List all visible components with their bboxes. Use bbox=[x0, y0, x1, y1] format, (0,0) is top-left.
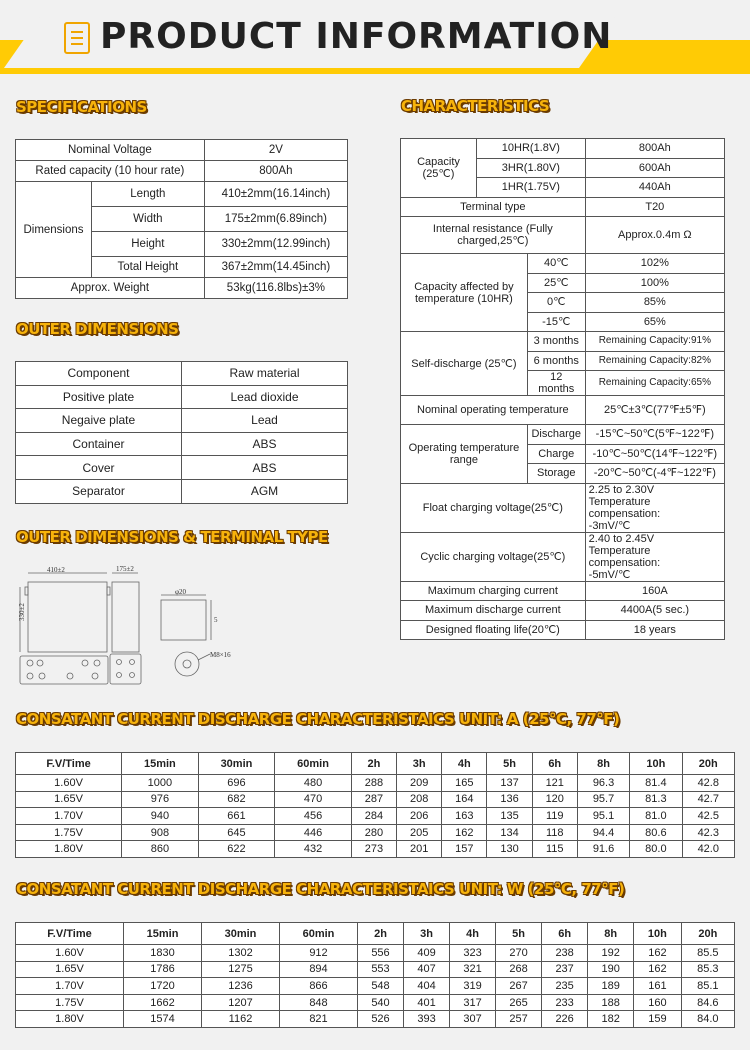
table-cell: 205 bbox=[397, 824, 442, 841]
table-header-cell: 10h bbox=[634, 923, 681, 945]
table-cell: 190 bbox=[588, 961, 634, 978]
table-row bbox=[401, 217, 725, 254]
table-cell: Designed floating life(20℃) bbox=[401, 620, 586, 640]
table-cell: 159 bbox=[634, 1011, 681, 1028]
table-cell: 270 bbox=[496, 945, 542, 962]
battery-dimension-drawing bbox=[15, 562, 245, 687]
table-cell: 209 bbox=[397, 775, 442, 792]
table-cell: 81.3 bbox=[630, 791, 682, 808]
table-row bbox=[16, 385, 348, 409]
table-cell: 268 bbox=[496, 961, 542, 978]
table-cell: 85.5 bbox=[681, 945, 734, 962]
table-cell: 1.70V bbox=[16, 808, 122, 825]
table-cell: 192 bbox=[588, 945, 634, 962]
table-cell: 164 bbox=[442, 791, 487, 808]
table-cell: 1.75V bbox=[16, 824, 122, 841]
table-cell: 1.65V bbox=[16, 791, 122, 808]
table-cell: 3HR(1.80V) bbox=[477, 158, 586, 178]
table-cell: 96.3 bbox=[577, 775, 629, 792]
table-cell: 1HR(1.75V) bbox=[477, 178, 586, 198]
table-row bbox=[16, 978, 735, 995]
table-cell: 480 bbox=[275, 775, 352, 792]
table-cell: 157 bbox=[442, 841, 487, 858]
table-cell: 470 bbox=[275, 791, 352, 808]
table-cell: 161 bbox=[634, 978, 681, 995]
table-row bbox=[16, 994, 735, 1011]
table-cell: AGM bbox=[182, 479, 348, 503]
table-header-cell: 6h bbox=[532, 753, 577, 775]
table-header-cell: 6h bbox=[542, 923, 588, 945]
table-cell: 182 bbox=[588, 1011, 634, 1028]
cyclic-temp-comp-value: -5mV/℃ bbox=[588, 568, 631, 581]
table-cell: 288 bbox=[351, 775, 396, 792]
table-cell: 85% bbox=[585, 293, 724, 313]
table-cell: -20℃~50℃(-4℉~122℉) bbox=[585, 464, 724, 484]
table-header-cell: 30min bbox=[202, 923, 280, 945]
table-cell: 81.0 bbox=[630, 808, 682, 825]
battery-front-view bbox=[20, 573, 110, 684]
table-header-cell: 3h bbox=[404, 923, 450, 945]
table-cell: Remaining Capacity:82% bbox=[585, 351, 724, 371]
table-cell: 206 bbox=[397, 808, 442, 825]
dim-width-label: 175±2 bbox=[116, 565, 134, 573]
table-cell: 237 bbox=[542, 961, 588, 978]
table-header-cell: 20h bbox=[682, 753, 734, 775]
dim-height-label: 330±2 bbox=[18, 603, 26, 621]
table-row bbox=[16, 479, 348, 503]
table-cell: 137 bbox=[487, 775, 532, 792]
table-cell: Remaining Capacity:91% bbox=[585, 332, 724, 352]
table-cell: ABS bbox=[182, 432, 348, 456]
table-cell: 622 bbox=[198, 841, 275, 858]
table-cell: 40℃ bbox=[527, 254, 585, 274]
section-title-discharge-a: CONSATANT CURRENT DISCHARGE CHARACTERISTAICS UNIT: A (25°C, 77°F) bbox=[16, 710, 620, 728]
table-row bbox=[16, 808, 735, 825]
cyclic-temp-comp-label: Temperature compensation: bbox=[588, 544, 661, 569]
terminal-detail bbox=[161, 595, 211, 676]
table-row bbox=[401, 532, 725, 581]
table-cell: 321 bbox=[450, 961, 496, 978]
table-cell: 860 bbox=[122, 841, 199, 858]
table-cell: 548 bbox=[357, 978, 403, 995]
table-cell: 91.6 bbox=[577, 841, 629, 858]
table-cell: 1.70V bbox=[16, 978, 124, 995]
table-cell: 1662 bbox=[124, 994, 202, 1011]
float-temp-comp-label: Temperature compensation: bbox=[588, 495, 661, 520]
table-cell: 894 bbox=[280, 961, 358, 978]
table-row bbox=[401, 581, 725, 601]
table-row bbox=[16, 278, 348, 299]
table-cell: 85.3 bbox=[681, 961, 734, 978]
table-row bbox=[16, 456, 348, 480]
table-cell: Storage bbox=[527, 464, 585, 484]
table-cell: 267 bbox=[496, 978, 542, 995]
table-cell: 136 bbox=[487, 791, 532, 808]
characteristics-table bbox=[400, 138, 725, 640]
table-cell: 456 bbox=[275, 808, 352, 825]
table-cell: 661 bbox=[198, 808, 275, 825]
table-row bbox=[16, 161, 348, 182]
table-cell: 121 bbox=[532, 775, 577, 792]
table-cell bbox=[585, 483, 724, 532]
table-cell: Length bbox=[92, 182, 205, 207]
table-row bbox=[401, 601, 725, 621]
cyclic-voltage-range: 2.40 to 2.45V bbox=[588, 532, 655, 545]
section-title-outer-dimensions: OUTER DIMENSIONS bbox=[16, 320, 179, 338]
table-header-cell: 3h bbox=[397, 753, 442, 775]
table-cell: 226 bbox=[542, 1011, 588, 1028]
table-cell: 102% bbox=[585, 254, 724, 274]
table-header-cell: 2h bbox=[351, 753, 396, 775]
table-cell: 1.80V bbox=[16, 1011, 124, 1028]
table-row bbox=[401, 620, 725, 640]
table-cell: 307 bbox=[450, 1011, 496, 1028]
table-cell: 821 bbox=[280, 1011, 358, 1028]
table-cell: 42.3 bbox=[682, 824, 734, 841]
table-cell: 1720 bbox=[124, 978, 202, 995]
table-cell: 1.60V bbox=[16, 945, 124, 962]
table-cell: 367±2mm(14.45inch) bbox=[204, 257, 347, 278]
table-cell: Lead dioxide bbox=[182, 385, 348, 409]
table-cell: 446 bbox=[275, 824, 352, 841]
table-cell: 1.80V bbox=[16, 841, 122, 858]
table-cell: 284 bbox=[351, 808, 396, 825]
table-cell: 682 bbox=[198, 791, 275, 808]
table-cell: 319 bbox=[450, 978, 496, 995]
document-icon bbox=[64, 22, 90, 54]
table-cell: 42.0 bbox=[682, 841, 734, 858]
table-cell: 160 bbox=[634, 994, 681, 1011]
specifications-table bbox=[15, 139, 348, 299]
table-cell: 130 bbox=[487, 841, 532, 858]
table-cell: 81.4 bbox=[630, 775, 682, 792]
table-cell: Separator bbox=[16, 479, 182, 503]
table-cell: 189 bbox=[588, 978, 634, 995]
table-cell: 84.0 bbox=[681, 1011, 734, 1028]
table-cell: 208 bbox=[397, 791, 442, 808]
table-header-cell: 4h bbox=[450, 923, 496, 945]
table-cell: 1162 bbox=[202, 1011, 280, 1028]
page-header bbox=[0, 0, 750, 85]
table-header-cell: 20h bbox=[681, 923, 734, 945]
dim-terminal-label: φ20 bbox=[175, 588, 187, 596]
table-cell: 188 bbox=[588, 994, 634, 1011]
table-row bbox=[16, 791, 735, 808]
table-cell: 432 bbox=[275, 841, 352, 858]
table-cell: 118 bbox=[532, 824, 577, 841]
table-cell: Charge bbox=[527, 444, 585, 464]
table-cell: 440Ah bbox=[585, 178, 724, 198]
table-row bbox=[16, 432, 348, 456]
table-cell: Capacity (25℃) bbox=[401, 139, 477, 198]
table-cell: Internal resistance (Fully charged,25℃) bbox=[401, 217, 586, 254]
table-cell: 119 bbox=[532, 808, 577, 825]
table-cell: Float charging voltage(25℃) bbox=[401, 483, 586, 532]
table-cell: Approx. Weight bbox=[16, 278, 205, 299]
table-cell: 556 bbox=[357, 945, 403, 962]
table-cell: 1574 bbox=[124, 1011, 202, 1028]
table-cell: 1.65V bbox=[16, 961, 124, 978]
table-cell: Capacity affected by temperature (10HR) bbox=[401, 254, 528, 332]
table-cell: -15℃ bbox=[527, 312, 585, 332]
table-row bbox=[16, 775, 735, 792]
table-row bbox=[16, 1011, 735, 1028]
table-header-cell: 10h bbox=[630, 753, 682, 775]
table-cell: 280 bbox=[351, 824, 396, 841]
dim-5-label: 5 bbox=[214, 616, 218, 624]
table-cell: 696 bbox=[198, 775, 275, 792]
table-cell: 976 bbox=[122, 791, 199, 808]
table-cell: Approx.0.4m Ω bbox=[585, 217, 724, 254]
table-cell: 1.75V bbox=[16, 994, 124, 1011]
table-cell: Dimensions bbox=[16, 182, 92, 278]
table-header-cell: 2h bbox=[357, 923, 403, 945]
table-cell: 600Ah bbox=[585, 158, 724, 178]
table-header-cell: 5h bbox=[496, 923, 542, 945]
table-cell: Self-discharge (25℃) bbox=[401, 332, 528, 396]
table-cell: 94.4 bbox=[577, 824, 629, 841]
table-cell: 800Ah bbox=[204, 161, 347, 182]
table-cell: 409 bbox=[404, 945, 450, 962]
table-row bbox=[401, 197, 725, 217]
table-cell: 407 bbox=[404, 961, 450, 978]
table-cell: 120 bbox=[532, 791, 577, 808]
table-row bbox=[16, 409, 348, 433]
table-cell: Negaive plate bbox=[16, 409, 182, 433]
table-cell: Operating temperature range bbox=[401, 425, 528, 484]
table-cell: 0℃ bbox=[527, 293, 585, 313]
table-header-cell: 60min bbox=[280, 923, 358, 945]
table-cell: 42.8 bbox=[682, 775, 734, 792]
table-header-cell: 8h bbox=[588, 923, 634, 945]
table-cell: 1.60V bbox=[16, 775, 122, 792]
table-cell: 53kg(116.8lbs)±3% bbox=[204, 278, 347, 299]
table-header-cell: 15min bbox=[122, 753, 199, 775]
table-row bbox=[16, 824, 735, 841]
table-cell: 95.1 bbox=[577, 808, 629, 825]
table-cell: 95.7 bbox=[577, 791, 629, 808]
table-cell: 238 bbox=[542, 945, 588, 962]
table-cell: 908 bbox=[122, 824, 199, 841]
table-header-cell: 15min bbox=[124, 923, 202, 945]
table-cell: 235 bbox=[542, 978, 588, 995]
table-cell: 162 bbox=[634, 945, 681, 962]
table-row bbox=[16, 362, 348, 386]
table-row bbox=[401, 332, 725, 352]
table-cell: 1302 bbox=[202, 945, 280, 962]
table-cell: Nominal operating temperature bbox=[401, 396, 586, 425]
table-cell: 134 bbox=[487, 824, 532, 841]
table-cell: 1000 bbox=[122, 775, 199, 792]
section-title-characteristics: CHARACTERISTICS bbox=[401, 97, 550, 115]
table-header-cell: 8h bbox=[577, 753, 629, 775]
table-cell: 175±2mm(6.89inch) bbox=[204, 207, 347, 232]
table-cell: 1830 bbox=[124, 945, 202, 962]
table-cell: 265 bbox=[496, 994, 542, 1011]
table-cell: -10℃~50℃(14℉~122℉) bbox=[585, 444, 724, 464]
section-title-specifications: SPECIFICATIONS bbox=[16, 98, 147, 116]
table-cell: 42.7 bbox=[682, 791, 734, 808]
table-cell: 257 bbox=[496, 1011, 542, 1028]
table-row bbox=[401, 425, 725, 445]
table-row bbox=[16, 182, 348, 207]
table-header-cell: 60min bbox=[275, 753, 352, 775]
table-header-row bbox=[16, 753, 735, 775]
table-cell: Discharge bbox=[527, 425, 585, 445]
table-cell: 65% bbox=[585, 312, 724, 332]
table-cell: Maximum discharge current bbox=[401, 601, 586, 621]
table-cell: 80.0 bbox=[630, 841, 682, 858]
table-cell: 162 bbox=[634, 961, 681, 978]
table-cell: 401 bbox=[404, 994, 450, 1011]
table-cell: 526 bbox=[357, 1011, 403, 1028]
table-cell: 80.6 bbox=[630, 824, 682, 841]
section-title-outer-terminal: OUTER DIMENSIONS & TERMINAL TYPE bbox=[16, 528, 328, 546]
table-cell: Width bbox=[92, 207, 205, 232]
table-cell: 393 bbox=[404, 1011, 450, 1028]
table-cell: 287 bbox=[351, 791, 396, 808]
table-cell: 135 bbox=[487, 808, 532, 825]
table-cell: 404 bbox=[404, 978, 450, 995]
table-cell: 1207 bbox=[202, 994, 280, 1011]
table-cell: 323 bbox=[450, 945, 496, 962]
dim-length-label: 410±2 bbox=[47, 566, 65, 574]
table-row bbox=[401, 139, 725, 159]
table-cell: 18 years bbox=[585, 620, 724, 640]
table-cell: 2V bbox=[204, 140, 347, 161]
table-cell: 1236 bbox=[202, 978, 280, 995]
table-cell: T20 bbox=[585, 197, 724, 217]
table-header-cell: 30min bbox=[198, 753, 275, 775]
table-cell: 553 bbox=[357, 961, 403, 978]
table-cell: 12 months bbox=[527, 371, 585, 396]
outer-dimensions-table bbox=[15, 361, 348, 504]
table-cell: 165 bbox=[442, 775, 487, 792]
table-cell: 84.6 bbox=[681, 994, 734, 1011]
table-header-cell: F.V/Time bbox=[16, 923, 124, 945]
table-row bbox=[16, 961, 735, 978]
table-cell: 800Ah bbox=[585, 139, 724, 159]
table-cell: 273 bbox=[351, 841, 396, 858]
table-cell: Lead bbox=[182, 409, 348, 433]
table-header-cell: 4h bbox=[442, 753, 487, 775]
table-cell: 317 bbox=[450, 994, 496, 1011]
table-cell: -15℃~50℃(5℉~122℉) bbox=[585, 425, 724, 445]
table-cell: Total Height bbox=[92, 257, 205, 278]
table-cell: 3 months bbox=[527, 332, 585, 352]
table-cell: Cover bbox=[16, 456, 182, 480]
table-cell: 1275 bbox=[202, 961, 280, 978]
table-cell: 330±2mm(12.99inch) bbox=[204, 232, 347, 257]
table-row bbox=[401, 483, 725, 532]
float-voltage-range: 2.25 to 2.30V bbox=[588, 483, 655, 496]
table-cell: 25℃ bbox=[527, 273, 585, 293]
table-cell: 10HR(1.8V) bbox=[477, 139, 586, 159]
table-row bbox=[16, 945, 735, 962]
discharge-current-table bbox=[15, 752, 735, 858]
table-cell: Terminal type bbox=[401, 197, 586, 217]
table-cell: 410±2mm(16.14inch) bbox=[204, 182, 347, 207]
table-cell: 85.1 bbox=[681, 978, 734, 995]
float-temp-comp-value: -3mV/℃ bbox=[588, 519, 631, 532]
table-cell: 912 bbox=[280, 945, 358, 962]
table-cell: Nominal Voltage bbox=[16, 140, 205, 161]
table-cell: 866 bbox=[280, 978, 358, 995]
table-cell: Cyclic charging voltage(25℃) bbox=[401, 532, 586, 581]
section-title-discharge-w: CONSATANT CURRENT DISCHARGE CHARACTERISTAICS UNIT: W (25°C, 77°F) bbox=[16, 880, 625, 898]
table-header-cell: 5h bbox=[487, 753, 532, 775]
page-title: PRODUCT INFORMATION bbox=[100, 16, 613, 57]
table-cell: 42.5 bbox=[682, 808, 734, 825]
table-cell bbox=[585, 532, 724, 581]
table-cell: ABS bbox=[182, 456, 348, 480]
table-header-row bbox=[16, 923, 735, 945]
table-row bbox=[401, 396, 725, 425]
table-cell: Maximum charging current bbox=[401, 581, 586, 601]
table-row bbox=[401, 254, 725, 274]
table-cell: 4400A(5 sec.) bbox=[585, 601, 724, 621]
table-cell: Rated capacity (10 hour rate) bbox=[16, 161, 205, 182]
table-row bbox=[16, 841, 735, 858]
table-cell: 25℃±3℃(77℉±5℉) bbox=[585, 396, 724, 425]
table-cell: 1786 bbox=[124, 961, 202, 978]
table-cell: 160A bbox=[585, 581, 724, 601]
table-cell: 540 bbox=[357, 994, 403, 1011]
table-header-cell: Component bbox=[16, 362, 182, 386]
table-cell: 162 bbox=[442, 824, 487, 841]
table-cell: 848 bbox=[280, 994, 358, 1011]
table-cell: 940 bbox=[122, 808, 199, 825]
table-cell: 163 bbox=[442, 808, 487, 825]
table-cell: 6 months bbox=[527, 351, 585, 371]
table-cell: 233 bbox=[542, 994, 588, 1011]
table-cell: 645 bbox=[198, 824, 275, 841]
table-header-cell: F.V/Time bbox=[16, 753, 122, 775]
table-cell: Positive plate bbox=[16, 385, 182, 409]
table-cell: Height bbox=[92, 232, 205, 257]
battery-side-view bbox=[110, 573, 141, 684]
table-row bbox=[16, 140, 348, 161]
table-cell: Container bbox=[16, 432, 182, 456]
table-cell: 115 bbox=[532, 841, 577, 858]
bolt-label: M8×16 bbox=[210, 651, 231, 659]
table-header-cell: Raw material bbox=[182, 362, 348, 386]
table-cell: 201 bbox=[397, 841, 442, 858]
discharge-power-table bbox=[15, 922, 735, 1028]
table-cell: 100% bbox=[585, 273, 724, 293]
table-cell: Remaining Capacity:65% bbox=[585, 371, 724, 396]
